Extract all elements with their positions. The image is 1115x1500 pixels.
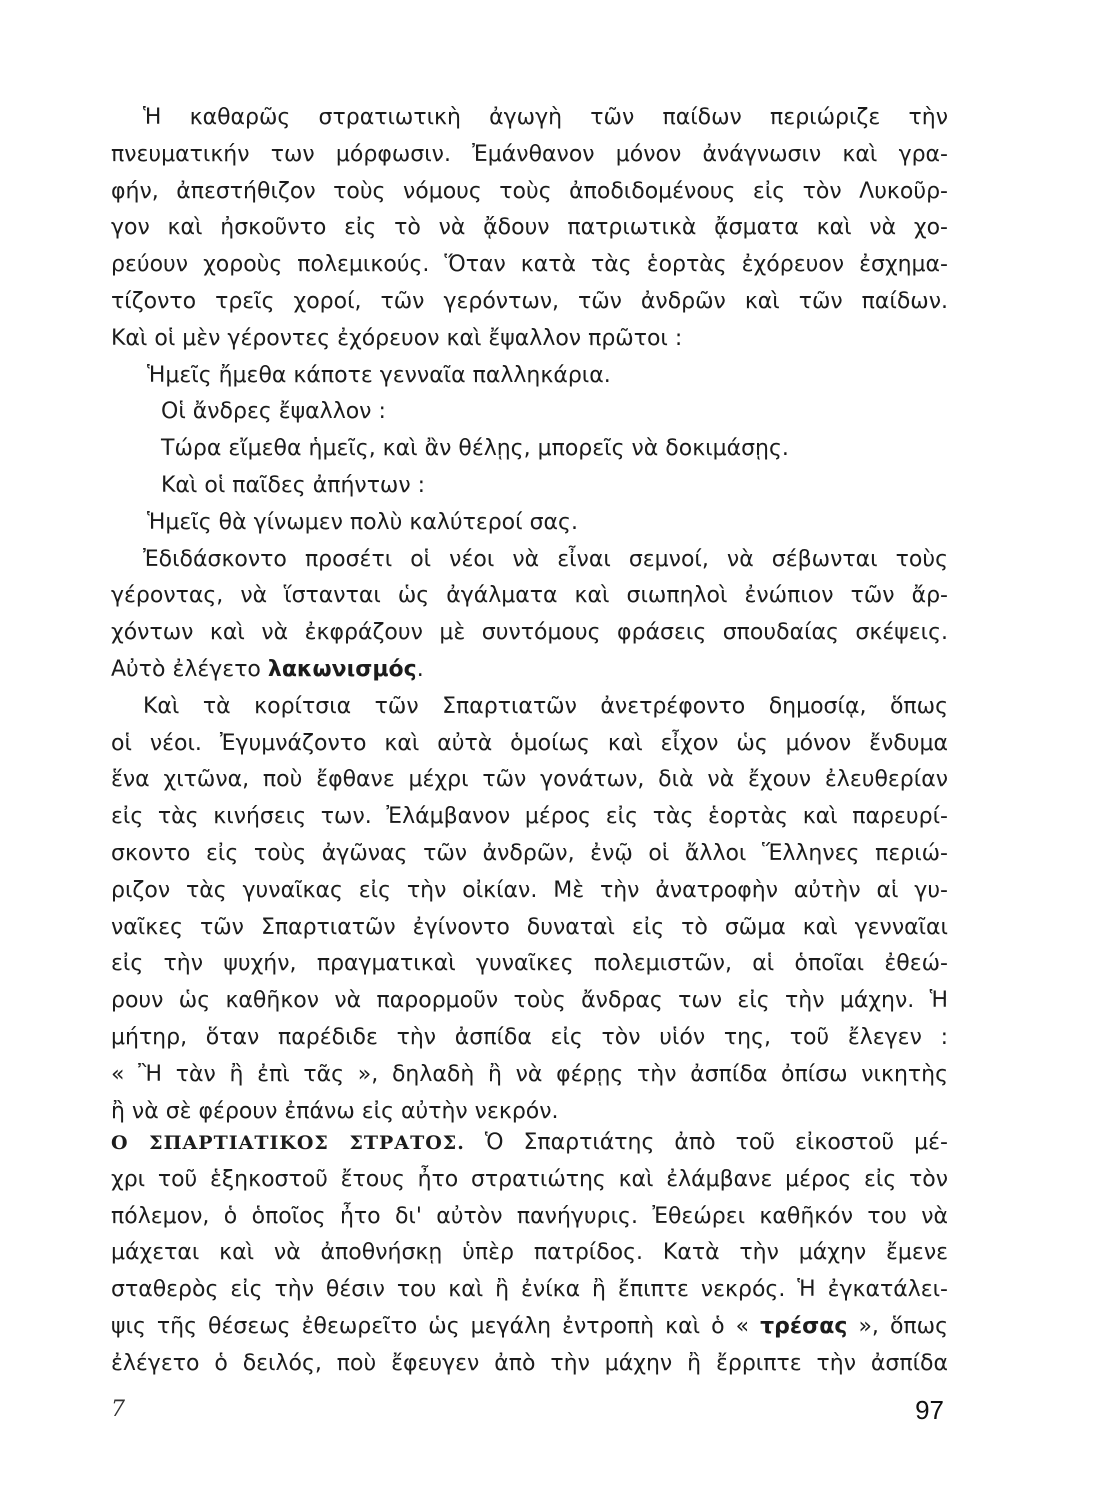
text-line: Καὶ τὰ κορίτσια τῶν Σπαρτιατῶν ἀνετρέφοντο δημοσίᾳ, ὅπως (143, 693, 948, 719)
text-line: χόντων καὶ νὰ ἐκφράζουν μὲ συντόμους φράσεις σπουδαίας σκέψεις. (111, 620, 948, 646)
text-line: ἕνα χιτῶνα, ποὺ ἔφθανε μέχρι τῶν γονάτων, διὰ νὰ ἔχουν ἐλευθερίαν (111, 767, 948, 793)
tresas-prefix: ψις τῆς θέσεως ἐθεωρεῖτο ὡς μεγάλη ἐντροπὴ καὶ ὁ « (111, 1313, 761, 1339)
verse-line: Ἡμεῖς ἤμεθα κάποτε γενναῖα παλληκάρια. (147, 362, 611, 388)
text-line: Ἡ καθαρῶς στρατιωτικὴ ἀγωγὴ τῶν παίδων περιώριζε τὴν (143, 105, 948, 130)
text-line: γέροντας, νὰ ἵστανται ὡς ἀγάλματα καὶ σιωπηλοὶ ἐνώπιον τῶν ἄρ- (111, 583, 948, 609)
section-first-line-text: Ὁ Σπαρτιάτης ἀπὸ τοῦ εἰκοστοῦ μέ- (464, 1130, 948, 1155)
text-line: σταθερὸς εἰς τὴν θέσιν του καὶ ἢ ἐνίκα ἢ ἔπιπτε νεκρός. Ἡ ἐγκατάλει- (111, 1277, 948, 1303)
text-line: μάχεται καὶ νὰ ἀποθνήσκῃ ὑπὲρ πατρίδος. Κατὰ τὴν μάχην ἔμενε (111, 1240, 948, 1266)
text-line: ρουν ὡς καθῆκον νὰ παρορμοῦν τοὺς ἄνδρας των εἰς τὴν μάχην. Ἡ (111, 988, 948, 1014)
verse-line: Καὶ οἱ παῖδες ἀπήντων : (161, 472, 426, 498)
text-line: οἱ νέοι. Ἐγυμνάζοντο καὶ αὐτὰ ὁμοίως καὶ εἶχον ὡς μόνον ἔνδυμα (111, 730, 948, 756)
verse-line: Τώρα εἴμεθα ἡμεῖς, καὶ ἂν θέλῃς, μπορεῖς νὰ δοκιμάσῃς. (161, 436, 789, 462)
text-line: μήτηρ, ὅταν παρέδιδε τὴν ἀσπίδα εἰς τὸν υἱόν της, τοῦ ἔλεγεν : (111, 1024, 948, 1050)
section-first-line (111, 1125, 948, 1162)
text-line: πνευματικήν των μόρφωσιν. Ἐμάνθανον μόνον ἀνάγνωσιν καὶ γρα- (111, 141, 948, 167)
text-line: πόλεμον, ὁ ὁποῖος ἦτο δι' αὐτὸν πανήγυρις. Ἐθεώρει καθῆκόν του νὰ (111, 1203, 948, 1229)
text-line: εἰς τὴν ψυχήν, πραγματικαὶ γυναῖκες πολεμιστῶν, αἱ ὁποῖαι ἐθεώ- (111, 951, 948, 977)
text-line: ἐλέγετο ὁ δειλός, ποὺ ἔφευγεν ἀπὸ τὴν μάχην ἢ ἔρριπτε τὴν ἀσπίδα (111, 1350, 948, 1376)
laconism-prefix: Αὐτὸ ἐλέγετο (111, 656, 268, 682)
text-line (111, 1309, 948, 1346)
text-line: εἰς τὰς κινήσεις των. Ἐλάμβανον μέρος εἰς τὰς ἑορτὰς καὶ παρευρί- (111, 804, 948, 830)
text-line: σκοντο εἰς τοὺς ἀγῶνας τῶν ἀνδρῶν, ἐνῷ οἱ ἄλλοι Ἕλληνες περιώ- (111, 840, 948, 866)
text-line: ρεύουν χοροὺς πολεμικούς. Ὅταν κατὰ τὰς ἑορτὰς ἐχόρευον ἐσχημα- (111, 252, 948, 278)
text-line (111, 652, 948, 689)
tresas-suffix: », ὅπως (847, 1313, 948, 1339)
text-line: γον καὶ ἠσκοῦντο εἰς τὸ νὰ ᾄδουν πατριωτικὰ ᾄσματα καὶ νὰ χο- (111, 215, 948, 241)
text-line: ριζον τὰς γυναῖκας εἰς τὴν οἰκίαν. Μὲ τὴν ἀνατροφὴν αὐτὴν αἱ γυ- (111, 877, 948, 903)
section-heading: Ο ΣΠΑΡΤΙΑΤΙΚΟΣ ΣΤΡΑΤΟΣ. (111, 1132, 465, 1154)
signature-mark: 7 (111, 1397, 125, 1422)
laconism-suffix: . (416, 656, 424, 682)
text-line: τίζοντο τρεῖς χοροί, τῶν γερόντων, τῶν ἀνδρῶν καὶ τῶν παίδων. (111, 288, 948, 314)
section-text-block (111, 1125, 948, 1383)
text-line: « Ἢ τὰν ἢ ἐπὶ τᾶς », δηλαδὴ ἢ νὰ φέρῃς τὴν ἀσπίδα ὀπίσω νικητὴς (111, 1061, 948, 1087)
text-line: φήν, ἀπεστήθιζον τοὺς νόμους τοὺς ἀποδιδομένους εἰς τὸν Λυκοῦρ- (111, 178, 948, 204)
page-number: 97 (915, 1395, 944, 1425)
text-line: ἢ νὰ σὲ φέρουν ἐπάνω εἰς αὐτὴν νεκρόν. (111, 1098, 559, 1124)
verse-line: Οἱ ἄνδρες ἔψαλλον : (161, 399, 386, 425)
text-line: Καὶ οἱ μὲν γέροντες ἐχόρευον καὶ ἔψαλλον πρῶτοι : (111, 325, 683, 351)
tresas-term: τρέσας (760, 1313, 848, 1339)
laconism-term: λακωνισμός (267, 656, 417, 682)
main-text-block (111, 100, 948, 1130)
text-line: ναῖκες τῶν Σπαρτιατῶν ἐγίνοντο δυναταὶ εἰς τὸ σῶμα καὶ γενναῖαι (111, 914, 948, 940)
text-line: Ἐδιδάσκοντο προσέτι οἱ νέοι νὰ εἶναι σεμνοί, νὰ σέβωνται τοὺς (143, 546, 948, 572)
text-line: χρι τοῦ ἑξηκοστοῦ ἔτους ἦτο στρατιώτης καὶ ἐλάμβανε μέρος εἰς τὸν (111, 1166, 948, 1192)
verse-line: Ἡμεῖς θὰ γίνωμεν πολὺ καλύτεροί σας. (147, 509, 578, 535)
